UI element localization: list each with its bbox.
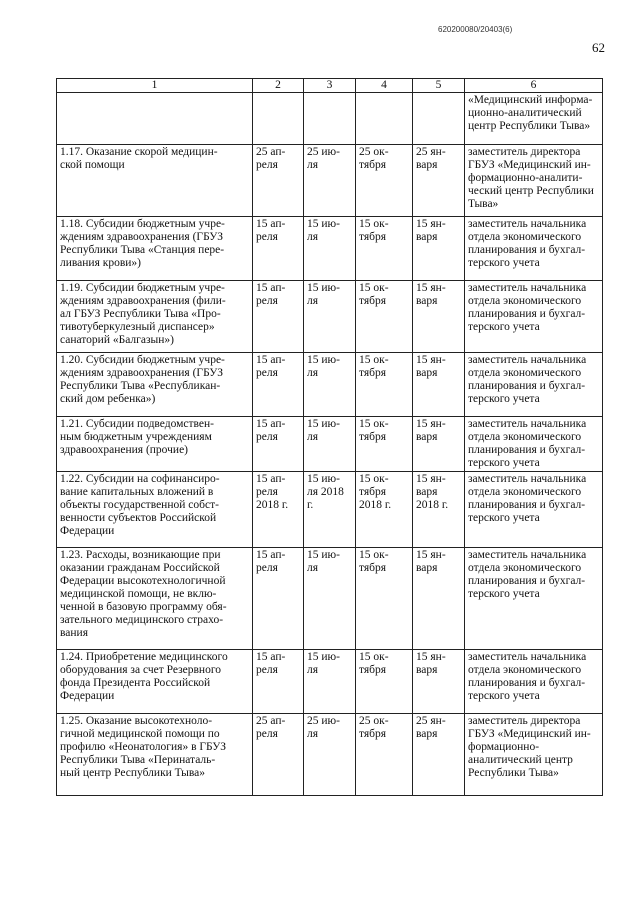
table-row: [57, 650, 603, 714]
item-description-cell: [57, 93, 253, 145]
table-row: [57, 714, 603, 796]
column-header: 2: [253, 79, 304, 93]
table-row: [57, 548, 603, 650]
q2-deadline-cell: [304, 93, 356, 145]
item-description-cell: 1.23. Расходы, возникающие при оказании гражданам Российской Федерации высокотехнологичной медицинской помощи, не вклю- ченной в базовую программу обя- зательного медицинского страхо- вания: [57, 548, 253, 650]
q1-deadline-cell: 15 ап- реля: [253, 217, 304, 281]
q1-deadline-cell: 15 ап- реля: [253, 353, 304, 417]
table-row: [57, 93, 603, 145]
responsible-cell: заместитель начальника отдела экономического планирования и бухгал- терского учета: [465, 217, 603, 281]
q3-deadline-cell: 25 ок- тября: [356, 714, 413, 796]
q3-deadline-cell: 25 ок- тября: [356, 145, 413, 217]
q4-deadline-cell: 25 ян- варя: [413, 145, 465, 217]
q2-deadline-cell: 25 ию- ля: [304, 145, 356, 217]
item-description-cell: 1.17. Оказание скорой медицин- ской помощи: [57, 145, 253, 217]
item-description-cell: 1.21. Субсидии подведомствен- ным бюджетным учреждениям здравоохранения (прочие): [57, 417, 253, 472]
q4-deadline-cell: [413, 93, 465, 145]
q1-deadline-cell: 15 ап- реля: [253, 281, 304, 353]
q4-deadline-cell: 15 ян- варя: [413, 217, 465, 281]
q2-deadline-cell: 15 ию- ля: [304, 217, 356, 281]
q2-deadline-cell: 15 ию- ля: [304, 353, 356, 417]
item-description-cell: 1.19. Субсидии бюджетным учре- ждениям здравоохранения (фили- ал ГБУЗ Республики Тыва «Про- тивотуберкулезный диспансер» санаторий «Балгазын»): [57, 281, 253, 353]
column-header: 4: [356, 79, 413, 93]
responsible-cell: заместитель начальника отдела экономического планирования и бухгал- терского учета: [465, 650, 603, 714]
table-row: [57, 472, 603, 548]
responsible-cell: заместитель начальника отдела экономического планирования и бухгал- терского учета: [465, 353, 603, 417]
item-description-cell: 1.22. Субсидии на софинансиро- вание капитальных вложений в объекты государственной собст- венности субъектов Российской Федерации: [57, 472, 253, 548]
q2-deadline-cell: 15 ию- ля: [304, 548, 356, 650]
responsible-cell: заместитель начальника отдела экономического планирования и бухгал- терского учета: [465, 281, 603, 353]
q3-deadline-cell: 15 ок- тября 2018 г.: [356, 472, 413, 548]
table-header-row: [57, 79, 603, 93]
q3-deadline-cell: 15 ок- тября: [356, 217, 413, 281]
table-row: [57, 281, 603, 353]
q2-deadline-cell: 15 ию- ля: [304, 281, 356, 353]
page-number: 62: [592, 40, 605, 55]
table-row: [57, 145, 603, 217]
column-header: 3: [304, 79, 356, 93]
q2-deadline-cell: 15 ию- ля: [304, 650, 356, 714]
q2-deadline-cell: 15 ию- ля 2018 г.: [304, 472, 356, 548]
q1-deadline-cell: [253, 93, 304, 145]
q1-deadline-cell: 25 ап- реля: [253, 714, 304, 796]
responsible-cell: заместитель начальника отдела экономического планирования и бухгал- терского учета: [465, 548, 603, 650]
q3-deadline-cell: 15 ок- тября: [356, 548, 413, 650]
responsible-cell: «Медицинский информа- ционно-аналитический центр Республики Тыва»: [465, 93, 603, 145]
table-body: [57, 93, 603, 796]
q3-deadline-cell: 15 ок- тября: [356, 281, 413, 353]
responsible-cell: заместитель директора ГБУЗ «Медицинский ин- формационно- аналитический центр Республики Тыва»: [465, 714, 603, 796]
q2-deadline-cell: 25 ию- ля: [304, 714, 356, 796]
column-header: 1: [57, 79, 253, 93]
column-header: 6: [465, 79, 603, 93]
q1-deadline-cell: 15 ап- реля: [253, 548, 304, 650]
document-id: 620200080/20403(6): [438, 25, 513, 34]
column-header: 5: [413, 79, 465, 93]
table-row: [57, 353, 603, 417]
q3-deadline-cell: 15 ок- тября: [356, 650, 413, 714]
q4-deadline-cell: 15 ян- варя: [413, 353, 465, 417]
schedule-table: [56, 78, 603, 796]
responsible-cell: заместитель начальника отдела экономического планирования и бухгал- терского учета: [465, 417, 603, 472]
q4-deadline-cell: 15 ян- варя: [413, 281, 465, 353]
q4-deadline-cell: 15 ян- варя: [413, 417, 465, 472]
q2-deadline-cell: 15 ию- ля: [304, 417, 356, 472]
table-row: [57, 417, 603, 472]
q1-deadline-cell: 15 ап- реля: [253, 650, 304, 714]
item-description-cell: 1.25. Оказание высокотехноло- гичной медицинской помощи по профилю «Неонатология» в ГБУЗ Республики Тыва «Перинаталь- ный центр Республики Тыва»: [57, 714, 253, 796]
item-description-cell: 1.24. Приобретение медицинского оборудования за счет Резервного фонда Президента Российской Федерации: [57, 650, 253, 714]
q3-deadline-cell: [356, 93, 413, 145]
q3-deadline-cell: 15 ок- тября: [356, 417, 413, 472]
responsible-cell: заместитель начальника отдела экономического планирования и бухгал- терского учета: [465, 472, 603, 548]
q4-deadline-cell: 15 ян- варя 2018 г.: [413, 472, 465, 548]
q3-deadline-cell: 15 ок- тября: [356, 353, 413, 417]
item-description-cell: 1.20. Субсидии бюджетным учре- ждениям здравоохранения (ГБУЗ Республики Тыва «Республикан- ский дом ребенка»): [57, 353, 253, 417]
responsible-cell: заместитель директора ГБУЗ «Медицинский ин- формационно-аналити- ческий центр Республики Тыва»: [465, 145, 603, 217]
item-description-cell: 1.18. Субсидии бюджетным учре- ждениям здравоохранения (ГБУЗ Республики Тыва «Станция пере- ливания крови»): [57, 217, 253, 281]
table-row: [57, 217, 603, 281]
q4-deadline-cell: 15 ян- варя: [413, 650, 465, 714]
q1-deadline-cell: 25 ап- реля: [253, 145, 304, 217]
q1-deadline-cell: 15 ап- реля 2018 г.: [253, 472, 304, 548]
q4-deadline-cell: 25 ян- варя: [413, 714, 465, 796]
q1-deadline-cell: 15 ап- реля: [253, 417, 304, 472]
q4-deadline-cell: 15 ян- варя: [413, 548, 465, 650]
